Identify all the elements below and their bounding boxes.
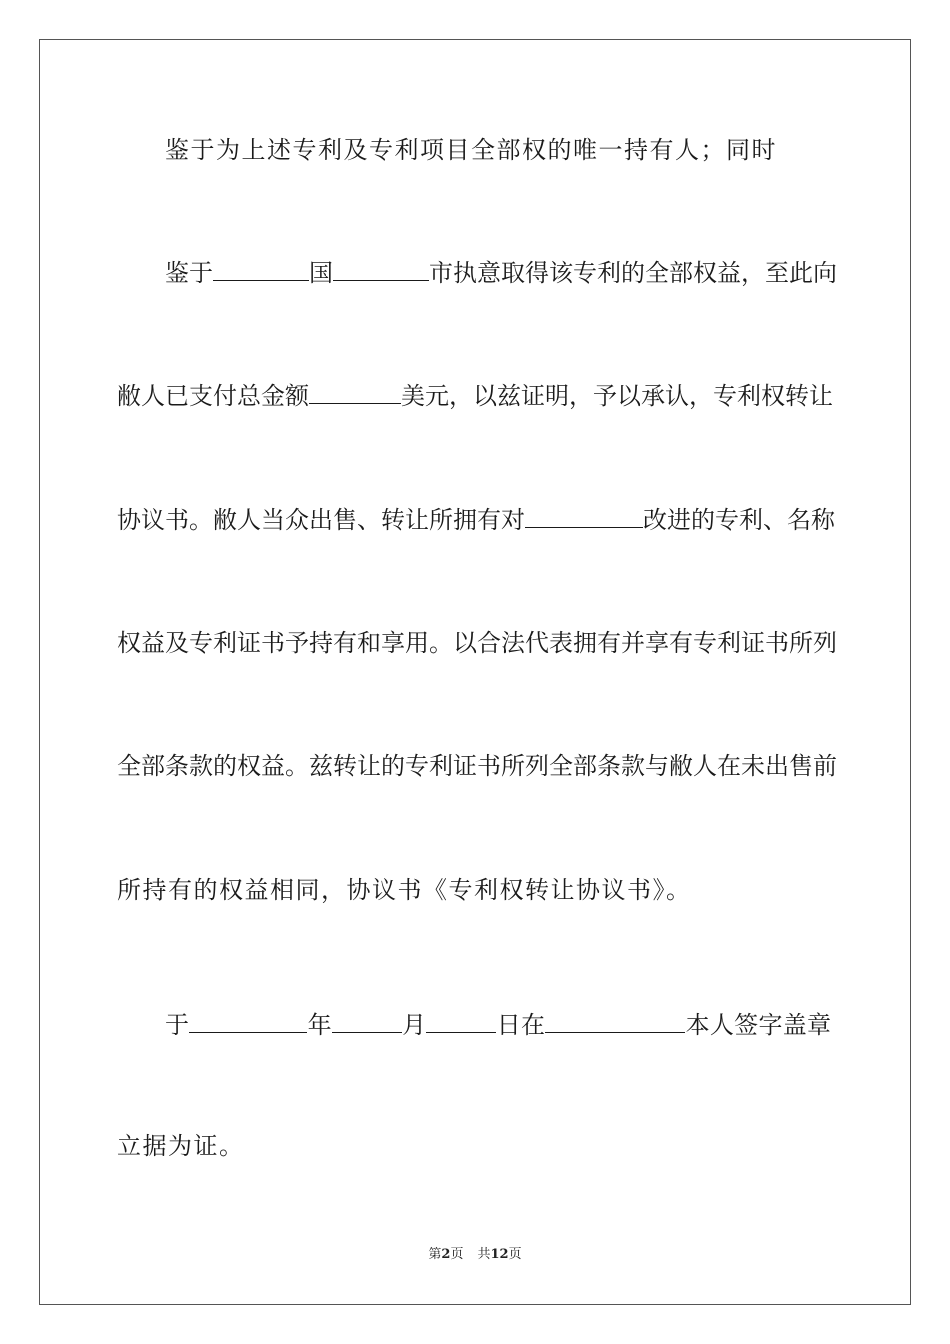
blank-field bbox=[332, 1010, 402, 1033]
page-prefix: 第 bbox=[428, 1247, 442, 1262]
paragraph-line-5 bbox=[117, 628, 837, 658]
blank-field bbox=[525, 505, 643, 528]
blank-field bbox=[189, 1010, 307, 1033]
paragraph-line-3 bbox=[117, 381, 831, 411]
page-suffix: 页 bbox=[450, 1247, 464, 1262]
blank-field bbox=[426, 1010, 496, 1033]
paragraph-text: 本人签字盖章 bbox=[685, 1011, 832, 1039]
paragraph-line-7 bbox=[117, 875, 692, 905]
paragraph-text: 国 bbox=[309, 259, 333, 287]
paragraph-text: 年 bbox=[307, 1011, 332, 1039]
paragraph-text: 敝人已支付总金额 bbox=[117, 382, 309, 410]
total-prefix: 共 bbox=[477, 1247, 491, 1262]
paragraph-text: 权益及专利证书予持有和享用。以合法代表拥有并享有专利证书所列 bbox=[117, 629, 837, 657]
paragraph-text: 鉴于为上述专利及专利项目全部权的唯一持有人；同时 bbox=[165, 136, 777, 164]
paragraph-text: 所持有的权益相同，协议书《专利权转让协议书》。 bbox=[117, 876, 692, 904]
paragraph-line-4 bbox=[117, 505, 835, 535]
paragraph-text: 协议书。敝人当众出售、转让所拥有对 bbox=[117, 506, 525, 534]
total-suffix: 页 bbox=[508, 1247, 522, 1262]
blank-field bbox=[309, 381, 401, 404]
paragraph-text: 鉴于 bbox=[165, 259, 213, 287]
paragraph-text: 市执意取得该专利的全部权益，至此向 bbox=[429, 259, 837, 287]
paragraph-line-9 bbox=[117, 1131, 245, 1161]
paragraph-text: 美元，以兹证明，予以承认，专利权转让 bbox=[401, 382, 833, 410]
blank-field bbox=[213, 258, 309, 281]
paragraph-text: 全部条款的权益。兹转让的专利证书所列全部条款与敝人在未出售前 bbox=[117, 752, 837, 780]
blank-field bbox=[333, 258, 429, 281]
page-number: 2 bbox=[441, 1247, 451, 1262]
paragraph-text: 于 bbox=[165, 1011, 190, 1039]
paragraph-line-6 bbox=[117, 751, 837, 781]
total-pages: 12 bbox=[490, 1247, 509, 1262]
paragraph-line-2 bbox=[165, 258, 837, 288]
paragraph-text: 月 bbox=[401, 1011, 427, 1039]
blank-field bbox=[545, 1010, 685, 1033]
paragraph-line-1 bbox=[165, 135, 777, 165]
paragraph-text: 立据为证。 bbox=[117, 1132, 245, 1160]
paragraph-text: 改进的专利、名称 bbox=[643, 506, 835, 534]
page-footer bbox=[0, 1247, 950, 1263]
page-border bbox=[39, 39, 911, 1305]
paragraph-line-8 bbox=[165, 1010, 831, 1040]
paragraph-text: 日在 bbox=[496, 1011, 546, 1039]
